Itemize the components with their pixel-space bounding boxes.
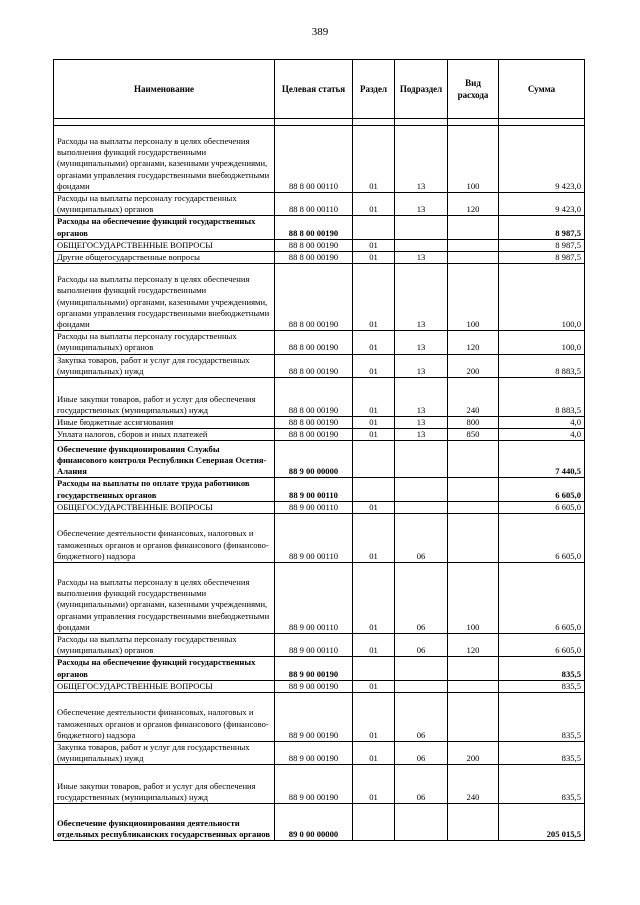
budget-table	[53, 59, 585, 841]
cell-target: 88 8 00 00190	[275, 239, 353, 251]
cell-amount: 6 605,0	[499, 478, 585, 501]
cell-expense-type: 240	[448, 378, 499, 417]
cell-name: Уплата налогов, сборов и иных платежей	[54, 429, 275, 441]
cell-amount: 8 987,5	[499, 239, 585, 251]
cell-expense-type: 850	[448, 429, 499, 441]
header-amount: Сумма	[499, 60, 585, 119]
cell-expense-type	[448, 252, 499, 264]
cell-section: 01	[353, 634, 395, 657]
cell-expense-type: 120	[448, 634, 499, 657]
cell-target: 88 9 00 00110	[275, 478, 353, 501]
cell-subsection: 13	[395, 378, 448, 417]
spacer-cell	[54, 119, 275, 126]
cell-amount: 6 605,0	[499, 514, 585, 563]
cell-amount: 8 883,5	[499, 378, 585, 417]
cell-name: Расходы на обеспечение функций государственных органов	[54, 216, 275, 239]
cell-section: 01	[353, 417, 395, 429]
cell-expense-type: 240	[448, 765, 499, 804]
cell-expense-type: 200	[448, 354, 499, 377]
table-row	[54, 239, 585, 251]
header-target: Целевая статья	[275, 60, 353, 119]
cell-section: 01	[353, 742, 395, 765]
cell-subsection: 06	[395, 563, 448, 634]
cell-name: ОБЩЕГОСУДАРСТВЕННЫЕ ВОПРОСЫ	[54, 239, 275, 251]
cell-subsection: 06	[395, 514, 448, 563]
cell-target: 88 8 00 00190	[275, 429, 353, 441]
cell-expense-type: 100	[448, 264, 499, 331]
cell-target: 88 8 00 00190	[275, 354, 353, 377]
cell-target: 88 8 00 00190	[275, 264, 353, 331]
cell-name: Иные закупки товаров, работ и услуг для обеспечения государственных (муниципальных) нужд	[54, 378, 275, 417]
table-row	[54, 693, 585, 742]
cell-amount: 835,5	[499, 693, 585, 742]
table-row	[54, 514, 585, 563]
cell-subsection	[395, 441, 448, 478]
cell-amount: 9 423,0	[499, 193, 585, 216]
table-row	[54, 657, 585, 680]
cell-target: 88 9 00 00110	[275, 563, 353, 634]
cell-section: 01	[353, 514, 395, 563]
cell-target: 88 9 00 00190	[275, 657, 353, 680]
cell-amount: 4,0	[499, 429, 585, 441]
table-row	[54, 354, 585, 377]
cell-name: Расходы на выплаты персоналу в целях обеспечения выполнения функций государственными (муниципальными) органами, казенными учреждениями, органами управления государственными внебюджетными фондами	[54, 563, 275, 634]
cell-amount: 835,5	[499, 680, 585, 692]
cell-section: 01	[353, 239, 395, 251]
cell-name: Расходы на выплаты персоналу государственных (муниципальных) органов	[54, 331, 275, 354]
cell-target: 88 9 00 00110	[275, 634, 353, 657]
cell-subsection: 13	[395, 252, 448, 264]
table-row	[54, 680, 585, 692]
table-row	[54, 804, 585, 841]
cell-section: 01	[353, 126, 395, 193]
cell-amount: 835,5	[499, 657, 585, 680]
cell-name: ОБЩЕГОСУДАРСТВЕННЫЕ ВОПРОСЫ	[54, 680, 275, 692]
cell-target: 89 0 00 00000	[275, 804, 353, 841]
table-row	[54, 563, 585, 634]
cell-expense-type	[448, 501, 499, 513]
cell-target: 88 8 00 00190	[275, 331, 353, 354]
header-subsection: Подраздел	[395, 60, 448, 119]
cell-name: Расходы на выплаты по оплате труда работников государственных органов	[54, 478, 275, 501]
cell-amount: 6 605,0	[499, 501, 585, 513]
cell-target: 88 8 00 00190	[275, 252, 353, 264]
cell-target: 88 9 00 00190	[275, 680, 353, 692]
cell-name: Другие общегосударственные вопросы	[54, 252, 275, 264]
cell-section	[353, 804, 395, 841]
cell-subsection: 13	[395, 264, 448, 331]
table-row	[54, 252, 585, 264]
table-row	[54, 417, 585, 429]
cell-expense-type	[448, 804, 499, 841]
cell-subsection: 06	[395, 693, 448, 742]
table-row	[54, 378, 585, 417]
spacer-cell	[275, 119, 353, 126]
cell-section	[353, 657, 395, 680]
cell-expense-type	[448, 441, 499, 478]
cell-subsection	[395, 501, 448, 513]
spacer-cell	[395, 119, 448, 126]
cell-section: 01	[353, 429, 395, 441]
cell-target: 88 8 00 00110	[275, 126, 353, 193]
table-row	[54, 193, 585, 216]
cell-section: 01	[353, 252, 395, 264]
cell-section: 01	[353, 378, 395, 417]
header-name: Наименование	[54, 60, 275, 119]
cell-section	[353, 216, 395, 239]
cell-amount: 4,0	[499, 417, 585, 429]
table-row	[54, 742, 585, 765]
cell-subsection: 13	[395, 126, 448, 193]
cell-name: Обеспечение деятельности финансовых, налоговых и таможенных органов и органов финансового (финансово-бюджетного) надзора	[54, 514, 275, 563]
cell-target: 88 9 00 00190	[275, 693, 353, 742]
cell-target: 88 8 00 00110	[275, 193, 353, 216]
cell-expense-type	[448, 239, 499, 251]
cell-expense-type	[448, 478, 499, 501]
cell-subsection	[395, 680, 448, 692]
cell-expense-type: 120	[448, 193, 499, 216]
table-row	[54, 429, 585, 441]
cell-name: Расходы на выплаты персоналу в целях обеспечения выполнения функций государственными (муниципальными) органами, казенными учреждениями, органами управления государственными внебюджетными фондами	[54, 264, 275, 331]
cell-name: Закупка товаров, работ и услуг для государственных (муниципальных) нужд	[54, 354, 275, 377]
spacer-cell	[353, 119, 395, 126]
cell-target: 88 9 00 00110	[275, 514, 353, 563]
header-section: Раздел	[353, 60, 395, 119]
cell-subsection: 06	[395, 742, 448, 765]
cell-subsection: 13	[395, 417, 448, 429]
cell-amount: 100,0	[499, 331, 585, 354]
cell-target: 88 8 00 00190	[275, 378, 353, 417]
cell-section: 01	[353, 563, 395, 634]
cell-expense-type: 800	[448, 417, 499, 429]
cell-subsection	[395, 804, 448, 841]
cell-section: 01	[353, 264, 395, 331]
cell-name: Расходы на выплаты персоналу в целях обеспечения выполнения функций государственными (муниципальными) органами, казенными учреждениями, органами управления государственными внебюджетными фондами	[54, 126, 275, 193]
spacer-row	[54, 119, 585, 126]
cell-amount: 7 440,5	[499, 441, 585, 478]
cell-name: Обеспечение функционирования Службы финансового контроля Республики Северная Осетия-Алания	[54, 441, 275, 478]
table-row	[54, 264, 585, 331]
cell-amount: 205 015,5	[499, 804, 585, 841]
cell-amount: 8 987,5	[499, 216, 585, 239]
cell-expense-type: 100	[448, 563, 499, 634]
table-header-row	[54, 60, 585, 119]
cell-section	[353, 478, 395, 501]
spacer-cell	[448, 119, 499, 126]
cell-expense-type	[448, 680, 499, 692]
cell-subsection: 13	[395, 331, 448, 354]
cell-subsection	[395, 216, 448, 239]
cell-section: 01	[353, 331, 395, 354]
cell-subsection: 13	[395, 429, 448, 441]
table-row	[54, 765, 585, 804]
cell-section: 01	[353, 193, 395, 216]
cell-expense-type	[448, 216, 499, 239]
cell-expense-type	[448, 693, 499, 742]
header-expense-type: Вид расхода	[448, 60, 499, 119]
cell-name: Расходы на обеспечение функций государственных органов	[54, 657, 275, 680]
cell-subsection: 06	[395, 634, 448, 657]
cell-subsection: 13	[395, 354, 448, 377]
table-row	[54, 216, 585, 239]
cell-target: 88 9 00 00190	[275, 765, 353, 804]
cell-amount: 6 605,0	[499, 634, 585, 657]
table-row	[54, 501, 585, 513]
cell-subsection	[395, 657, 448, 680]
cell-amount: 100,0	[499, 264, 585, 331]
cell-target: 88 9 00 00110	[275, 501, 353, 513]
cell-subsection	[395, 239, 448, 251]
cell-section: 01	[353, 354, 395, 377]
cell-amount: 6 605,0	[499, 563, 585, 634]
cell-name: ОБЩЕГОСУДАРСТВЕННЫЕ ВОПРОСЫ	[54, 501, 275, 513]
cell-subsection	[395, 478, 448, 501]
cell-section: 01	[353, 765, 395, 804]
cell-expense-type	[448, 657, 499, 680]
cell-section: 01	[353, 680, 395, 692]
cell-amount: 8 883,5	[499, 354, 585, 377]
cell-subsection: 06	[395, 765, 448, 804]
cell-section	[353, 441, 395, 478]
cell-target: 88 9 00 00000	[275, 441, 353, 478]
table-row	[54, 126, 585, 193]
cell-expense-type: 100	[448, 126, 499, 193]
cell-name: Иные закупки товаров, работ и услуг для обеспечения государственных (муниципальных) нужд	[54, 765, 275, 804]
cell-name: Закупка товаров, работ и услуг для государственных (муниципальных) нужд	[54, 742, 275, 765]
cell-name: Обеспечение функционирования деятельности отдельных республиканских государственных органов	[54, 804, 275, 841]
cell-name: Иные бюджетные ассигнования	[54, 417, 275, 429]
cell-section: 01	[353, 693, 395, 742]
table-row	[54, 634, 585, 657]
cell-name: Расходы на выплаты персоналу государственных (муниципальных) органов	[54, 193, 275, 216]
cell-amount: 8 987,5	[499, 252, 585, 264]
cell-target: 88 8 00 00190	[275, 417, 353, 429]
cell-name: Расходы на выплаты персоналу государственных (муниципальных) органов	[54, 634, 275, 657]
spacer-cell	[499, 119, 585, 126]
cell-expense-type	[448, 514, 499, 563]
cell-name: Обеспечение деятельности финансовых, налоговых и таможенных органов и органов финансового (финансово-бюджетного) надзора	[54, 693, 275, 742]
cell-section: 01	[353, 501, 395, 513]
table-row	[54, 478, 585, 501]
table-row	[54, 441, 585, 478]
table-row	[54, 331, 585, 354]
cell-amount: 835,5	[499, 742, 585, 765]
cell-target: 88 9 00 00190	[275, 742, 353, 765]
cell-subsection: 13	[395, 193, 448, 216]
page-number: 389	[311, 26, 329, 38]
table-body	[54, 119, 585, 841]
cell-amount: 835,5	[499, 765, 585, 804]
cell-amount: 9 423,0	[499, 126, 585, 193]
cell-target: 88 8 00 00190	[275, 216, 353, 239]
cell-expense-type: 200	[448, 742, 499, 765]
cell-expense-type: 120	[448, 331, 499, 354]
